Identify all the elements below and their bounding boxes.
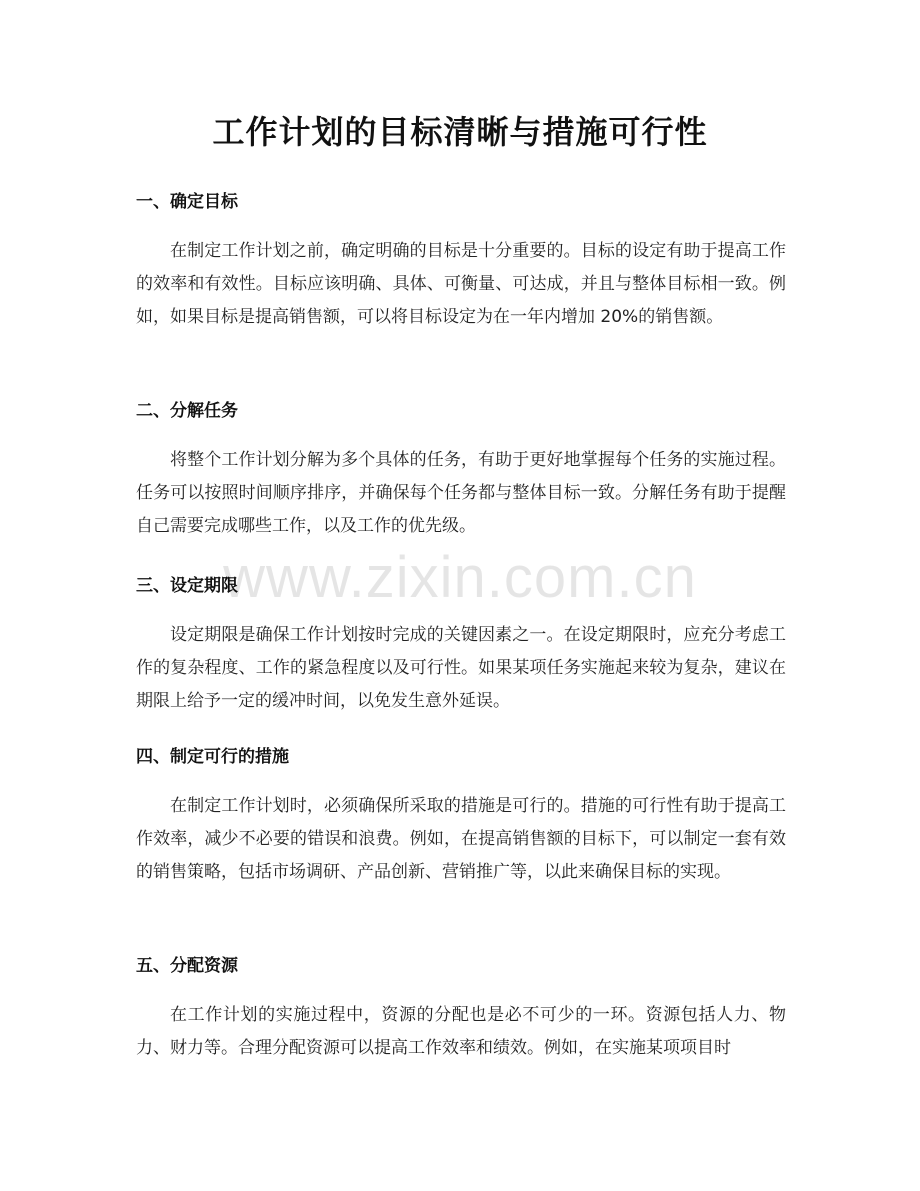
section-paragraph-2: 将整个工作计划分解为多个具体的任务，有助于更好地掌握每个任务的实施过程。任务可以按照时间顺序排序，并确保每个任务都与整体目标一致。分解任务有助于提醒自己需要完成哪些工作，以及工作的优先级。 — [136, 450, 786, 536]
section-heading-1: 一、确定目标 — [136, 192, 238, 212]
section-paragraph-4: 在制定工作计划时，必须确保所采取的措施是可行的。措施的可行性有助于提高工作效率，减少不必要的错误和浪费。例如，在提高销售额的目标下，可以制定一套有效的销售策略，包括市场调研、产品创新、营销推广等，以此来确保目标的实现。 — [136, 796, 786, 882]
section-paragraph-1: 在制定工作计划之前，确定明确的目标是十分重要的。目标的设定有助于提高工作的效率和有效性。目标应该明确、具体、可衡量、可达成，并且与整体目标相一致。例如，如果目标是提高销售额，可以将目标设定为在一年内增加 20%的销售额。 — [136, 241, 786, 327]
section-heading-4: 四、制定可行的措施 — [136, 747, 289, 767]
section-paragraph-5: 在工作计划的实施过程中，资源的分配也是必不可少的一环。资源包括人力、物力、财力等。合理分配资源可以提高工作效率和绩效。例如，在实施某项项目时 — [136, 1005, 786, 1058]
section-heading-5: 五、分配资源 — [136, 956, 238, 976]
document-title: 工作计划的目标清晰与措施可行性 — [212, 113, 708, 151]
section-heading-3: 三、设定期限 — [136, 576, 238, 596]
section-paragraph-3: 设定期限是确保工作计划按时完成的关键因素之一。在设定期限时，应充分考虑工作的复杂程度、工作的紧急程度以及可行性。如果某项任务实施起来较为复杂，建议在期限上给予一定的缓冲时间，以免发生意外延误。 — [136, 625, 786, 711]
watermark: www.zixin.com.cn — [223, 545, 697, 610]
section-heading-2: 二、分解任务 — [136, 401, 238, 421]
